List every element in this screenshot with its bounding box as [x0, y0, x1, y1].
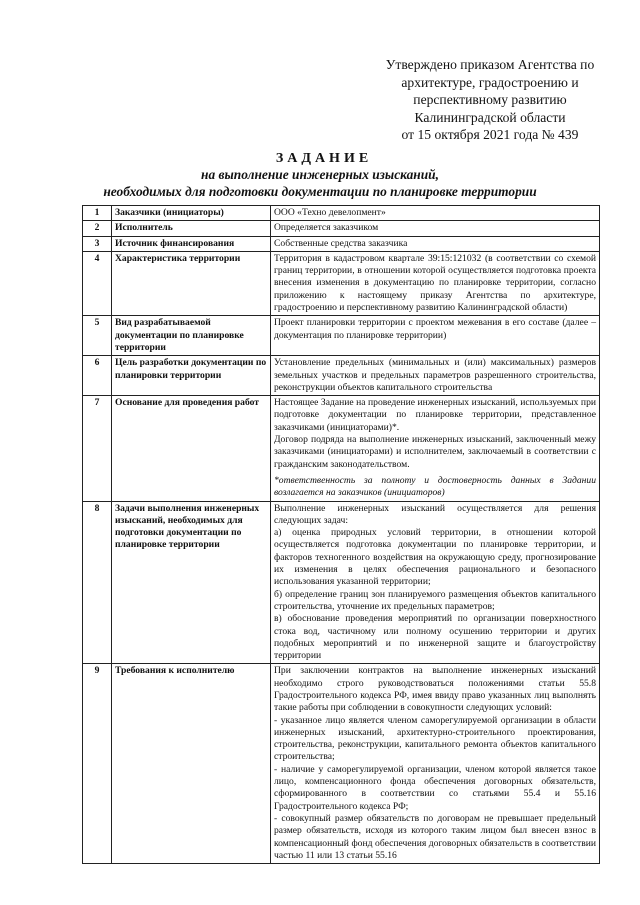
value-paragraph: При заключении контрактов на выполнение инженерных изысканий необходимо строго руководствоваться положениями статьи 55.8 Градостроительного кодекса РФ, имея ввиду право указанных лиц выполнять такие работы при соблюдении в совокупности следующих условий: — [274, 665, 596, 714]
row-value — [271, 251, 600, 315]
row-number: 3 — [83, 236, 112, 251]
row-value — [271, 501, 600, 664]
value-paragraph: б) определение границ зон планируемого размещения объектов капитального строительства, уточнение их предельных параметров; — [274, 588, 596, 612]
value-paragraph: ООО «Техно девелопмент» — [274, 207, 386, 218]
value-paragraph: - совокупный размер обязательств по договорам не превышает предельный размер обязательств, исходя из которого таким лицом был внесен взнос в компенсационный фонд обеспечения договорных обязательств в соответствии частью 11 или 13 статьи 55.16 — [274, 812, 596, 861]
row-number: 4 — [83, 251, 112, 315]
row-label: Характеристика территории — [112, 251, 271, 315]
row-label: Вид разрабатываемой документации по планировке территории — [112, 316, 271, 356]
table-row — [83, 221, 600, 236]
approval-line: Калининградской области — [414, 109, 566, 125]
row-label: Заказчики (инициаторы) — [112, 206, 271, 221]
row-label: Исполнитель — [112, 221, 271, 236]
row-value — [271, 236, 600, 251]
value-paragraph: - наличие у саморегулируемой организации, членом которой является такое лицо, компенсационного фонда обеспечения договорных обязательств, сформированного в соответствии со статьями 55.4 и 55.16 Градостроительного кодекса РФ; — [274, 763, 596, 812]
document-title — [0, 150, 640, 200]
title-heading: ЗАДАНИЕ — [275, 151, 373, 166]
row-number: 8 — [83, 501, 112, 664]
row-label: Цель разработки документации по планировки территории — [112, 356, 271, 396]
row-value — [271, 316, 600, 356]
value-paragraph: Определяется заказчиком — [274, 222, 379, 234]
value-paragraph: Территория в кадастровом квартале 39:15:121032 (в соответствии со схемой границ территории, в отношении которой осуществляется подготовка проекта внесения изменения в документацию по планировке территории, согласно приложению к настоящему приказу Агентства по архитектуре, градостроению и перспективному развитию Калининградской области) — [274, 252, 596, 314]
footnote: *ответственность за полноту и достоверность данных в Задании возлагается на заказчиков (инициаторов) — [274, 474, 596, 499]
row-number: 2 — [83, 221, 112, 236]
value-paragraph: - указанное лицо является членом саморегулируемой организации в области инженерных изысканий, архитектурно-строительного проектирования, строительства, реконструкции, капитального ремонта объектов капитального строительства; — [274, 714, 596, 763]
value-paragraph: Договор подряда на выполнение инженерных изысканий, заключенный межу заказчиками (инициаторами) и исполнителем, заключаемый в соответствии с гражданским законодательством. — [274, 434, 596, 470]
title-line-1: на выполнение инженерных изысканий, — [201, 167, 439, 182]
row-number: 6 — [83, 356, 112, 396]
table-row — [83, 251, 600, 315]
approval-line: архитектуре, градостроению и — [401, 74, 579, 90]
approval-line: от 15 октября 2021 года № 439 — [401, 127, 579, 143]
value-paragraph: Выполнение инженерных изысканий осуществляется для решения следующих задач: — [274, 502, 596, 526]
value-paragraph: Настоящее Задание на проведение инженерных изысканий, используемых при подготовке документации по планировке территории, представленное заказчиками (инициаторами)*. — [274, 397, 596, 433]
approval-stamp — [365, 56, 615, 144]
task-table — [82, 205, 600, 864]
row-value — [271, 221, 600, 236]
row-label: Источник финансирования — [112, 236, 271, 251]
row-value — [271, 206, 600, 221]
row-value — [271, 664, 600, 864]
table-row — [83, 356, 600, 396]
row-number: 1 — [83, 206, 112, 221]
value-paragraph: в) обоснование проведения мероприятий по организации поверхностного стока вод, частичному или полному осушению территории и других подобных мероприятий и по инженерной защите и благоустройству территории — [274, 613, 596, 662]
table-row — [83, 316, 600, 356]
table-row — [83, 664, 600, 864]
value-paragraph: Установление предельных (минимальных и (или) максимальных) размеров земельных участков и предельных параметров разрешенного строительства, реконструкции объектов капитального строительства — [274, 357, 596, 393]
title-line-2: необходимых для подготовки документации по планировке территории — [103, 183, 537, 199]
approval-line: перспективному развитию — [413, 92, 567, 108]
row-number: 7 — [83, 396, 112, 501]
table-row — [83, 206, 600, 221]
row-label: Требования к исполнителю — [112, 664, 271, 864]
table-row — [83, 396, 600, 501]
row-value — [271, 396, 600, 501]
approval-line: Утверждено приказом Агентства по — [385, 57, 595, 72]
row-label: Задачи выполнения инженерных изысканий, необходимых для подготовки документации по планировке территории — [112, 501, 271, 664]
value-paragraph: Собственные средства заказчика — [274, 237, 408, 249]
value-paragraph: Проект планировки территории с проектом межевания в его составе (далее – документация по планировке территории) — [274, 317, 596, 341]
row-label: Основание для проведения работ — [112, 396, 271, 501]
row-number: 9 — [83, 664, 112, 864]
table-row — [83, 501, 600, 664]
row-number: 5 — [83, 316, 112, 356]
table-row — [83, 236, 600, 251]
row-value — [271, 356, 600, 396]
value-paragraph: а) оценка природных условий территории, в отношении которой осуществляется подготовка документации по планировке территории, и факторов техногенного воздействия на окружающую среду, прогнозирование их изменения в целях обеспечения рационального и безопасного использования указанной территории; — [274, 527, 596, 588]
